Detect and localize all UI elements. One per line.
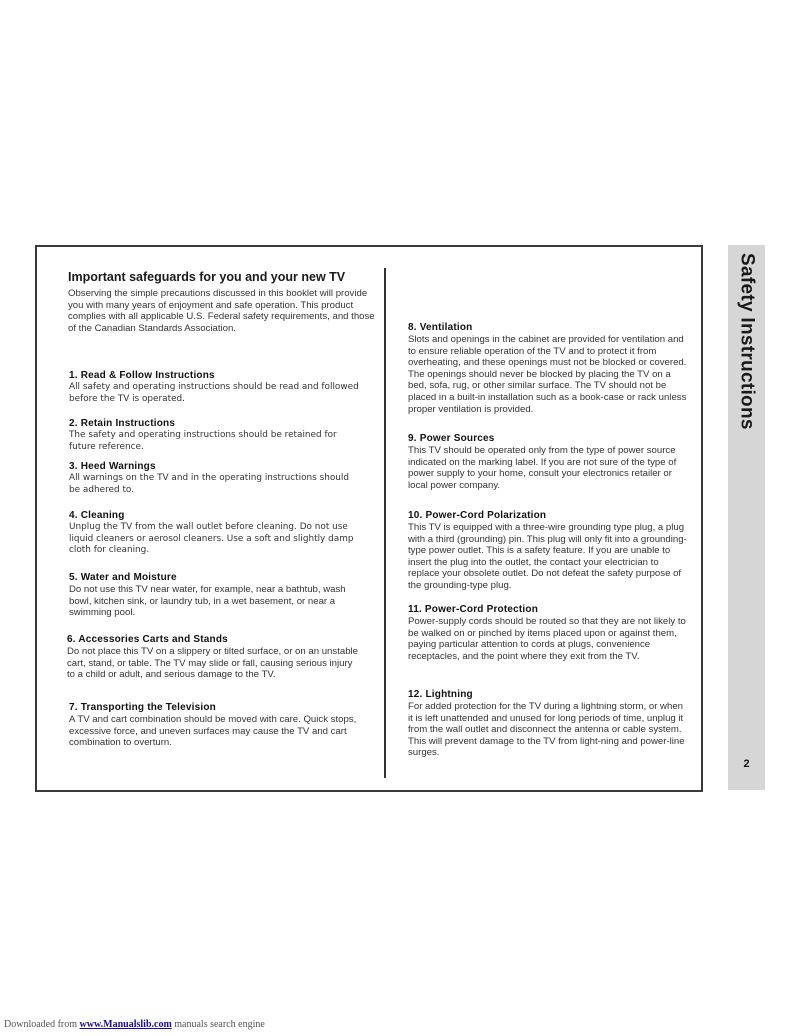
section-accessories <box>67 634 362 681</box>
section-heading: 11. Power-Cord Protection <box>408 604 539 615</box>
column-divider <box>384 268 386 778</box>
section-retain <box>69 418 359 453</box>
section-lightning <box>408 689 688 759</box>
section-heading: 2. Retain Instructions <box>69 418 176 429</box>
section-water-moisture <box>69 572 359 619</box>
section-heading: 4. Cleaning <box>69 510 125 521</box>
section-heed-warnings <box>69 461 359 496</box>
page-title: Important safeguards for you and your new TV <box>68 270 346 284</box>
section-ventilation <box>408 322 688 415</box>
sidebar-title: Safety Instructions <box>736 253 758 430</box>
section-cleaning <box>69 510 359 557</box>
section-read-follow <box>69 370 359 405</box>
section-transporting <box>69 702 359 749</box>
section-power-cord-polarization <box>408 510 688 592</box>
page-number: 2 <box>743 758 750 770</box>
section-text: This TV is equipped with a three-wire grounding type plug, a plug with a third (grounding) pin. This plug will only fit into a grounding-type power outlet. This is a safety feature. If you are unable to insert the plug into the outlet, the contact your electrician to replace your obsolete outlet. Do not defeat the safety purpose of the grounding-type plug. <box>408 522 687 591</box>
manualslib-link[interactable]: www.Manualslib.com <box>79 1019 172 1030</box>
section-heading: 7. Transporting the Television <box>69 702 216 713</box>
section-heading: 9. Power Sources <box>408 433 495 444</box>
footer-attribution <box>4 1019 265 1030</box>
section-heading: 5. Water and Moisture <box>69 572 177 583</box>
section-heading: 10. Power-Cord Polarization <box>408 510 547 521</box>
section-power-cord-protection <box>408 604 688 662</box>
section-heading: 8. Ventilation <box>408 322 473 333</box>
section-text: This TV should be operated only from the type of power source indicated on the marking label. If you are not sure of the type of power supply to your home, consult your electronics retailer or local power company. <box>408 445 677 491</box>
section-heading: 1. Read & Follow Instructions <box>69 370 215 381</box>
section-text: Do not place this TV on a slippery or tilted surface, or on an unstable cart, stand, or table. The TV may slide or fall, causing serious injury to a child or adult, and serious damage to the TV. <box>67 646 358 681</box>
section-text: Do not use this TV near water, for example, near a bathtub, wash bowl, kitchen sink, or laundry tub, in a wet basement, or near a swimming pool. <box>69 584 346 619</box>
section-text: For added protection for the TV during a lightning storm, or when it is left unattended and unused for long periods of time, unplug it from the wall outlet and disconnect the antenna or cable system. This will prevent damage to the TV from light-ning and power-line surges. <box>408 701 685 759</box>
section-heading: 3. Heed Warnings <box>69 461 156 472</box>
section-text: Power-supply cords should be routed so that they are not likely to be walked on or pinched by items placed upon or against them, paying particular attention to cords at plugs, convenience receptacles, and the point where they exit from the TV. <box>408 616 686 662</box>
section-power-sources <box>408 433 688 491</box>
section-text: A TV and cart combination should be moved with care. Quick stops, excessive force, and uneven surfaces may cause the TV and cart combination to overturn. <box>69 714 357 749</box>
section-text: Slots and openings in the cabinet are provided for ventilation and to ensure reliable operation of the TV and to protect it from overheating, and these openings must not be blocked or covered. The openings should never be blocked by placing the TV on a bed, sofa, rug, or other similar surface. The TV should not be placed in a built-in installation such as a book-case or rack unless proper ventilation is provided. <box>408 334 687 415</box>
intro-block <box>68 270 378 334</box>
section-heading: 6. Accessories Carts and Stands <box>67 634 228 645</box>
section-heading: 12. Lightning <box>408 689 473 700</box>
section-text: The safety and operating instructions should be retained for future reference. <box>69 430 337 452</box>
section-text: All warnings on the TV and in the operating instructions should be adhered to. <box>69 473 350 495</box>
section-text: All safety and operating instructions should be read and followed before the TV is operated. <box>69 382 359 404</box>
footer-suffix: manuals search engine <box>171 1019 265 1030</box>
section-text: Unplug the TV from the wall outlet before cleaning. Do not use liquid cleaners or aerosol cleaners. Use a soft and slightly damp cloth for cleaning. <box>69 522 354 556</box>
footer-prefix: Downloaded from <box>4 1019 80 1030</box>
intro-text: Observing the simple precautions discussed in this booklet will provide you with many years of enjoyment and safe operation. This product complies with all applicable U.S. Federal safety requirements, and those of the Canadian Standards Association. <box>68 288 375 334</box>
